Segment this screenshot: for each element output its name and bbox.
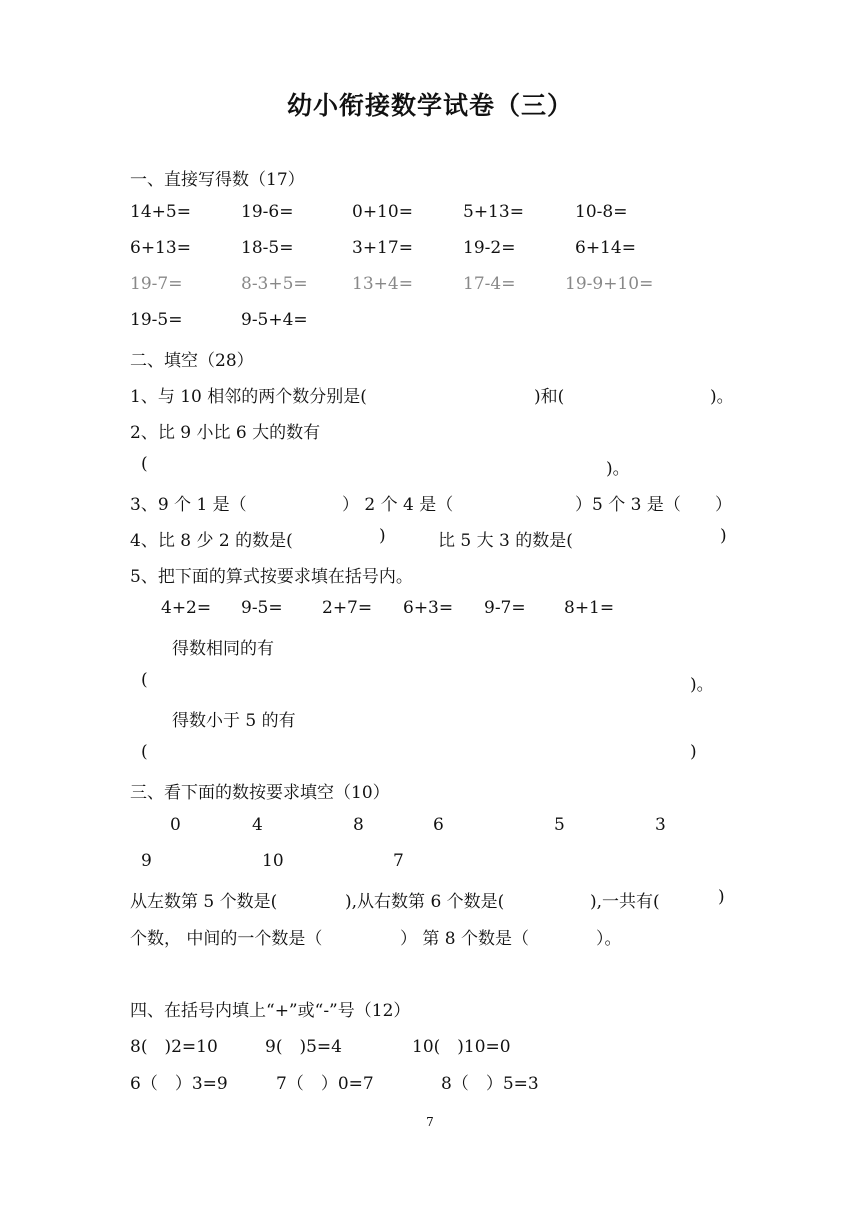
q1-text: )和( [534,387,565,407]
number-item: 7 [393,851,404,871]
number-item: 4 [252,815,263,835]
q5-expr: 8+1= [564,598,615,618]
q1-text: 1、与 10 相邻的两个数分别是( [130,387,367,407]
s1-expr: 8-3+5= [241,274,308,294]
s4-expr: 6（ ）3=9 [130,1074,228,1094]
section4-heading: 四、在括号内填上“+”或“-”号（12） [130,1001,411,1021]
q5-expr: 9-7= [484,598,526,618]
number-item: 5 [554,815,565,835]
section2-heading: 二、填空（28） [130,351,254,371]
q2-open-paren: ( [141,454,148,474]
s1-expr: 13+4= [352,274,413,294]
q2-text: 2、比 9 小比 6 大的数有 [130,423,321,443]
number-item: 3 [655,815,666,835]
less-than-label: 得数小于 5 的有 [172,711,296,731]
s3-text: ） 第 8 个数是（ [400,929,530,949]
q1-text: )。 [710,387,734,407]
s3-text: 从左数第 5 个数是( [130,892,278,912]
page-title: 幼小衔接数学试卷（三） [286,91,573,120]
number-item: 9 [141,851,152,871]
same-open-paren: ( [141,670,148,690]
q5-expr: 9-5= [241,598,283,618]
same-result-label: 得数相同的有 [172,639,274,659]
number-item: 8 [353,815,364,835]
s4-expr: 9( )5=4 [265,1037,342,1057]
less-open-paren: ( [141,742,148,762]
s3-text: 个数， 中间的一个数是（ [130,929,323,949]
q5-expr: 2+7= [322,598,373,618]
s1-expr: 10-8= [575,202,628,222]
s4-expr: 8（ ）5=3 [441,1074,539,1094]
s1-expr: 19-6= [241,202,294,222]
s4-expr: 7（ ）0=7 [276,1074,374,1094]
q5-expr: 4+2= [161,598,212,618]
s1-expr: 14+5= [130,202,191,222]
s1-expr: 6+14= [575,238,636,258]
section1-heading: 一、直接写得数（17） [130,170,305,190]
q5-expr: 6+3= [403,598,454,618]
q4-text: ) [720,526,727,546]
page-number: 7 [426,1115,434,1129]
s1-expr: 9-5+4= [241,310,308,330]
section3-heading: 三、看下面的数按要求填空（10） [130,783,390,803]
same-close-paren: )。 [690,675,714,695]
q3-text: 3、9 个 1 是（ [130,495,247,515]
s3-text: ),从右数第 6 个数是( [345,892,505,912]
s1-expr: 19-2= [463,238,516,258]
s1-expr: 19-5= [130,310,183,330]
s3-text: ),一共有( [590,892,660,912]
q3-text: ）5 个 3 是（ [575,495,681,515]
s3-text: ) [718,887,725,907]
s1-expr: 18-5= [241,238,294,258]
s3-text: ）。 [596,929,622,949]
s4-expr: 8( )2=10 [130,1037,218,1057]
s1-expr: 17-4= [463,274,516,294]
s1-expr: 5+13= [463,202,524,222]
s1-expr: 19-9+10= [565,274,654,294]
q4-text: 4、比 8 少 2 的数是( [130,531,293,551]
s4-expr: 10( )10=0 [412,1037,511,1057]
q5-text: 5、把下面的算式按要求填在括号内。 [130,567,413,587]
q4-text: ) [379,526,386,546]
q4-text: 比 5 大 3 的数是( [438,531,573,551]
s1-expr: 3+17= [352,238,413,258]
q3-text: ） 2 个 4 是（ [342,495,454,515]
less-close-paren: ) [690,742,697,762]
s1-expr: 19-7= [130,274,183,294]
number-item: 0 [170,815,181,835]
number-item: 10 [262,851,284,871]
s1-expr: 0+10= [352,202,413,222]
number-item: 6 [433,815,444,835]
q3-text: ） [715,495,732,515]
q2-close-paren: )。 [606,459,630,479]
s1-expr: 6+13= [130,238,191,258]
